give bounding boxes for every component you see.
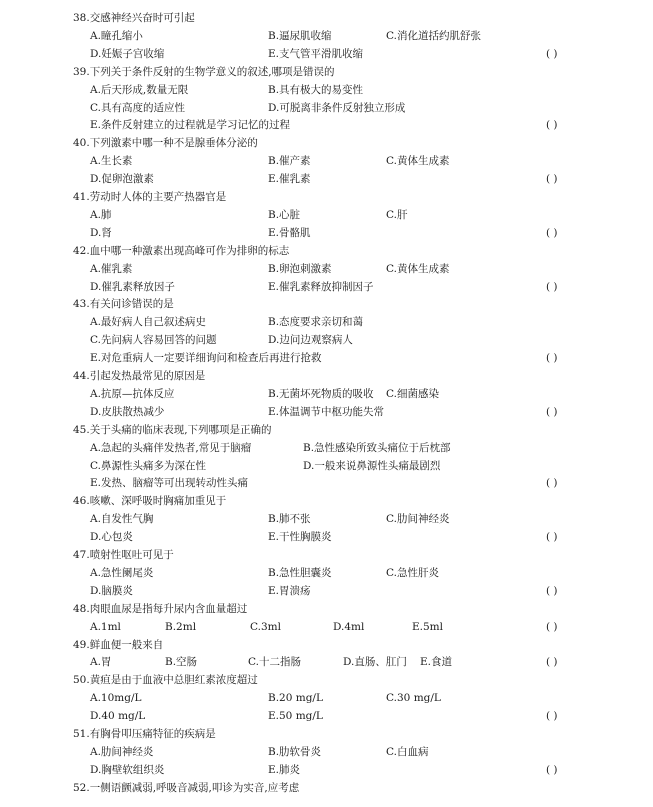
option-row xyxy=(0,511,653,527)
option-row xyxy=(0,171,653,187)
answer-option[interactable]: E.50 mg/L xyxy=(268,710,323,723)
answer-option[interactable]: B.具有极大的易变性 xyxy=(268,83,364,96)
answer-option[interactable]: A.瞳孔缩小 xyxy=(90,29,143,42)
answer-blank[interactable]: ( ) xyxy=(546,47,558,60)
answer-option[interactable]: B.20 mg/L xyxy=(268,692,323,705)
option-row xyxy=(0,153,653,169)
answer-blank[interactable]: ( ) xyxy=(546,280,558,293)
answer-option[interactable]: E.发热、脑瘤等可出现转动性头痛 xyxy=(90,477,249,490)
answer-option[interactable]: C.30 mg/L xyxy=(386,692,441,705)
answer-option[interactable]: C.具有高度的适应性 xyxy=(90,101,185,114)
question-stem: 42.血中哪一种激素出现高峰可作为排卵的标志 xyxy=(73,244,290,257)
answer-option[interactable]: C.消化道括约肌舒张 xyxy=(386,29,481,42)
answer-blank[interactable]: ( ) xyxy=(546,352,558,365)
answer-option[interactable]: A.10mg/L xyxy=(90,692,142,705)
answer-option[interactable]: A.肋间神经炎 xyxy=(90,745,154,758)
answer-blank[interactable]: ( ) xyxy=(546,119,558,132)
question-stem: 39.下列关于条件反射的生物学意义的叙述,哪项是错误的 xyxy=(73,65,335,78)
answer-option[interactable]: E.支气管平滑肌收缩 xyxy=(268,47,364,60)
answer-option[interactable]: E.催乳素 xyxy=(268,173,311,186)
option-row xyxy=(0,279,653,295)
option-row xyxy=(0,619,653,635)
option-row xyxy=(0,350,653,366)
answer-option[interactable]: B.急性胆囊炎 xyxy=(268,566,332,579)
question-stem: 48.肉眼血尿是指每升尿内含血量超过 xyxy=(73,602,248,615)
answer-option[interactable]: A.生长素 xyxy=(90,155,133,168)
answer-option[interactable]: D.可脱离非条件反射独立形成 xyxy=(268,101,406,114)
option-row xyxy=(0,100,653,116)
answer-blank[interactable]: ( ) xyxy=(546,405,558,418)
question-stem: 51.有胸骨叩压痛特征的疾病是 xyxy=(73,728,216,740)
answer-option[interactable]: A.1ml xyxy=(90,620,121,633)
answer-option[interactable]: B.卵泡刺激素 xyxy=(268,262,332,275)
option-row xyxy=(0,458,653,474)
answer-blank[interactable]: ( ) xyxy=(546,173,558,186)
answer-option[interactable]: D.40 mg/L xyxy=(90,710,146,723)
answer-option[interactable]: B.态度要求亲切和蔼 xyxy=(268,316,364,329)
option-row xyxy=(0,654,653,670)
answer-option[interactable]: C.十二指肠 xyxy=(248,656,301,669)
question-stem: 38.交感神经兴奋时可引起 xyxy=(73,12,195,24)
option-row xyxy=(0,404,653,420)
answer-option[interactable]: B.肋软骨炎 xyxy=(268,745,322,758)
answer-option[interactable]: D.催乳素释放因子 xyxy=(90,280,175,293)
answer-option[interactable]: D.脑膜炎 xyxy=(90,584,133,597)
answer-option[interactable]: D.4ml xyxy=(333,620,365,633)
answer-option[interactable]: A.催乳素 xyxy=(90,262,133,275)
option-row xyxy=(0,28,653,44)
option-row xyxy=(0,690,653,706)
answer-option[interactable]: C.白血病 xyxy=(386,745,429,758)
answer-blank[interactable]: ( ) xyxy=(546,620,558,633)
answer-option[interactable]: C.黄体生成素 xyxy=(386,262,450,275)
question-stem: 44.引起发热最常见的原因是 xyxy=(73,370,206,382)
answer-option[interactable]: D.皮肤散热减少 xyxy=(90,405,165,418)
answer-option[interactable]: B.无菌坏死物质的吸收 xyxy=(268,387,374,400)
answer-option[interactable]: D.心包炎 xyxy=(90,531,133,544)
answer-option[interactable]: A.抗原—抗体反应 xyxy=(90,387,175,400)
option-row xyxy=(0,583,653,599)
answer-option[interactable]: B.逼尿肌收缩 xyxy=(268,29,332,42)
answer-option[interactable]: C.先问病人容易回答的问题 xyxy=(90,334,217,347)
answer-option[interactable]: C.肝 xyxy=(386,208,408,221)
option-row xyxy=(0,440,653,456)
answer-option[interactable]: D.直肠、肛门 xyxy=(343,656,407,669)
option-row xyxy=(0,744,653,760)
answer-option[interactable]: C.急性肝炎 xyxy=(386,566,439,579)
answer-option[interactable]: A.后天形成,数量无限 xyxy=(90,83,189,96)
option-row xyxy=(0,261,653,277)
answer-option[interactable]: E.催乳素释放抑制因子 xyxy=(268,280,374,293)
answer-option[interactable]: C.黄体生成素 xyxy=(386,155,450,168)
question-stem: 46.咳嗽、深呼吸时胸痛加重见于 xyxy=(73,495,227,508)
question-stem: 45.关于头痛的临床表现,下列哪项是正确的 xyxy=(73,423,272,436)
question-stem: 50.黄疸是由于血液中总胆红素浓度超过 xyxy=(73,674,258,687)
option-row xyxy=(0,207,653,223)
answer-option[interactable]: A.自发性气胸 xyxy=(90,513,154,526)
option-row xyxy=(0,386,653,402)
answer-option[interactable]: D.边问边观察病人 xyxy=(268,334,353,347)
option-row xyxy=(0,82,653,98)
option-row xyxy=(0,762,653,778)
answer-option[interactable]: B.2ml xyxy=(165,620,197,633)
option-row xyxy=(0,332,653,348)
answer-option[interactable]: B.肺不张 xyxy=(268,513,311,526)
option-row xyxy=(0,46,653,62)
answer-option[interactable]: C.细菌感染 xyxy=(386,387,439,400)
answer-option[interactable]: D.妊娠子宫收缩 xyxy=(90,47,165,60)
answer-option[interactable]: D.一般来说鼻源性头痛最剧烈 xyxy=(303,459,441,472)
answer-option[interactable]: C.肋间神经炎 xyxy=(386,513,450,526)
answer-option[interactable]: E.5ml xyxy=(412,620,443,633)
question-stem: 41.劳动时人体的主要产热器官是 xyxy=(73,191,227,203)
answer-blank[interactable]: ( ) xyxy=(546,477,558,490)
question-stem: 47.喷射性呕吐可见于 xyxy=(73,549,174,561)
answer-option[interactable]: A.肺 xyxy=(90,208,112,221)
answer-option[interactable]: D.促卵泡激素 xyxy=(90,173,154,186)
answer-option[interactable]: D.肾 xyxy=(90,226,112,239)
option-row xyxy=(0,529,653,545)
answer-option[interactable]: C.3ml xyxy=(250,620,281,633)
option-row xyxy=(0,225,653,241)
option-row xyxy=(0,565,653,581)
answer-blank[interactable]: ( ) xyxy=(546,710,558,723)
answer-blank[interactable]: ( ) xyxy=(546,656,558,669)
option-row xyxy=(0,117,653,133)
answer-option[interactable]: B.空肠 xyxy=(165,656,198,669)
question-stem: 40.下列激素中哪一种不是腺垂体分泌的 xyxy=(73,137,258,150)
answer-option[interactable]: B.急性感染所致头痛位于后枕部 xyxy=(303,441,451,454)
option-row xyxy=(0,475,653,491)
question-stem: 52.一侧语颤减弱,呼吸音减弱,叩诊为实音,应考虑 xyxy=(73,781,300,794)
answer-option[interactable]: A.胃 xyxy=(90,656,112,669)
answer-option[interactable]: B.心脏 xyxy=(268,208,301,221)
question-stem: 43.有关问诊错误的是 xyxy=(73,298,174,311)
answer-option[interactable]: E.对危重病人一定要详细询问和检查后再进行抢救 xyxy=(90,352,322,365)
answer-blank[interactable]: ( ) xyxy=(546,226,558,239)
answer-option[interactable]: A.急起的头痛伴发热者,常见于脑瘤 xyxy=(90,441,252,454)
answer-option[interactable]: E.干性胸膜炎 xyxy=(268,531,332,544)
question-stem: 49.鲜血便一般来自 xyxy=(73,638,164,651)
answer-option[interactable]: A.最好病人自己叙述病史 xyxy=(90,316,206,329)
option-row xyxy=(0,708,653,724)
answer-option[interactable]: D.胸壁软组织炎 xyxy=(90,763,165,776)
answer-option[interactable]: A.急性阑尾炎 xyxy=(90,566,154,579)
answer-blank[interactable]: ( ) xyxy=(546,531,558,544)
answer-option[interactable]: C.鼻源性头痛多为深在性 xyxy=(90,459,206,472)
answer-option[interactable]: E.胃溃疡 xyxy=(268,584,311,597)
answer-option[interactable]: E.食道 xyxy=(420,656,453,669)
answer-option[interactable]: B.催产素 xyxy=(268,155,311,168)
answer-option[interactable]: E.骨骼肌 xyxy=(268,226,311,239)
answer-blank[interactable]: ( ) xyxy=(546,763,558,776)
answer-blank[interactable]: ( ) xyxy=(546,584,558,597)
option-row xyxy=(0,314,653,330)
answer-option[interactable]: E.条件反射建立的过程就是学习记忆的过程 xyxy=(90,119,291,132)
answer-option[interactable]: E.肺炎 xyxy=(268,763,301,776)
answer-option[interactable]: E.体温调节中枢功能失常 xyxy=(268,405,385,418)
